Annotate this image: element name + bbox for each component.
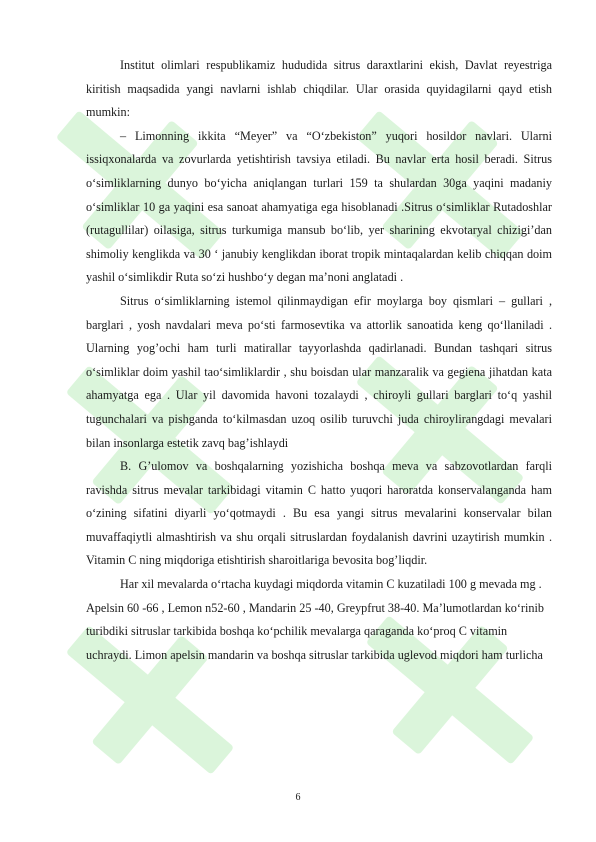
paragraph-3: Sitrus o‘simliklarning istemol qilinmaydigan efir moylarga boy qismlari – gullari , barglari , yosh navdalari meva po‘sti farmosevtika va attorlik sanoatida keng qo‘llaniladi . Ularning yog’ochi ham turli matirallar tayyorlashda qadirlanadi. Bundan tashqari sitrus o‘simliklar doim yashil tao‘simliklardir , shu boisdan ular manzaralik va gegiena jihatdan kata ahamyatga ega . Ular yil davomida havoni tozalaydi , chiroyli gullari barglari to‘q yashil tugunchalari va pishganda to‘kilmasdan uzoq osilib turuvchi juda chiroylirangdagi mevalari bilan insonlarga estetik zavq bag’ishlaydi <box>86 293 552 450</box>
paragraph-2: – Limonning ikkita “Meyer” va “O‘zbekiston” yuqori hosildor navlari. Ularni issiqxonalarda va zovurlarda yetishtirish tavsiya etiladi. Bu navlar erta hosil beradi. Sitrus o‘simliklarning dunyo bo‘yicha aniqlangan turlari 159 ta shulardan 30ga yaqini madaniy o‘simliklar 10 ga yaqini esa sanoat ahamyatiga ega hisoblanadi .Sitrus o‘simliklar Rutadoshlar (rutagullilar) oilasiga, sitrus turkumiga mansub bo‘lib, yer sharining ekvotaryal chizigi’dan shimoliy kenglikda va 30 ‘ janubiy kenglikdan iborat tropik mintaqalardan kelib chiqqan doim yashil o‘simlikdir Ruta so‘zi hushbo‘y degan ma’noni anglatadi . <box>86 128 552 285</box>
paragraph-4: B. G’ulomov va boshqalarning yozishicha boshqa meva va sabzovotlardan farqli ravishda sitrus mevalar tarkibidagi vitamin C hatto yuqori haroratda konservalanganda ham o‘zining sifatini diyarli yo‘qotmaydi . Bu esa yangi sitrus mevalarini konservalar bilan muvaffaqiytli almashtirish va shu orqali sitruslardan foydalanish davrini uzaytirish mumkin . Vitamin C ning miqdoriga etishtirish sharoitlariga bevosita bog’liqdir. <box>86 459 552 568</box>
page-number: 6 <box>295 792 301 803</box>
paragraph-5: Har xil mevalarda o‘rtacha kuydagi miqdorda vitamin C kuzatiladi 100 g mevada mg . Apelsin 60 -66 , Lemon n52-60 , Mandarin 25 -40, Greypfrut 38-40. Ma’lumotlardan ko‘rinib turibdiki sitruslar tarkibida boshqa ko‘pchilik mevalarga qaraganda ko‘proq C vitamin uchraydi. Limon apelsin mandarin va boshqa sitruslar tarkibida uglevod miqdori ham turlicha <box>86 577 544 662</box>
document-body <box>86 54 552 667</box>
paragraph-1: Institut olimlari respublikamiz hududida sitrus daraxtlarini ekish, Davlat reyestriga kiritish maqsadida yangi navlarni ishlab chiqdilar. Ular orasida quyidagilarni qayd etish mumkin: <box>86 58 552 120</box>
